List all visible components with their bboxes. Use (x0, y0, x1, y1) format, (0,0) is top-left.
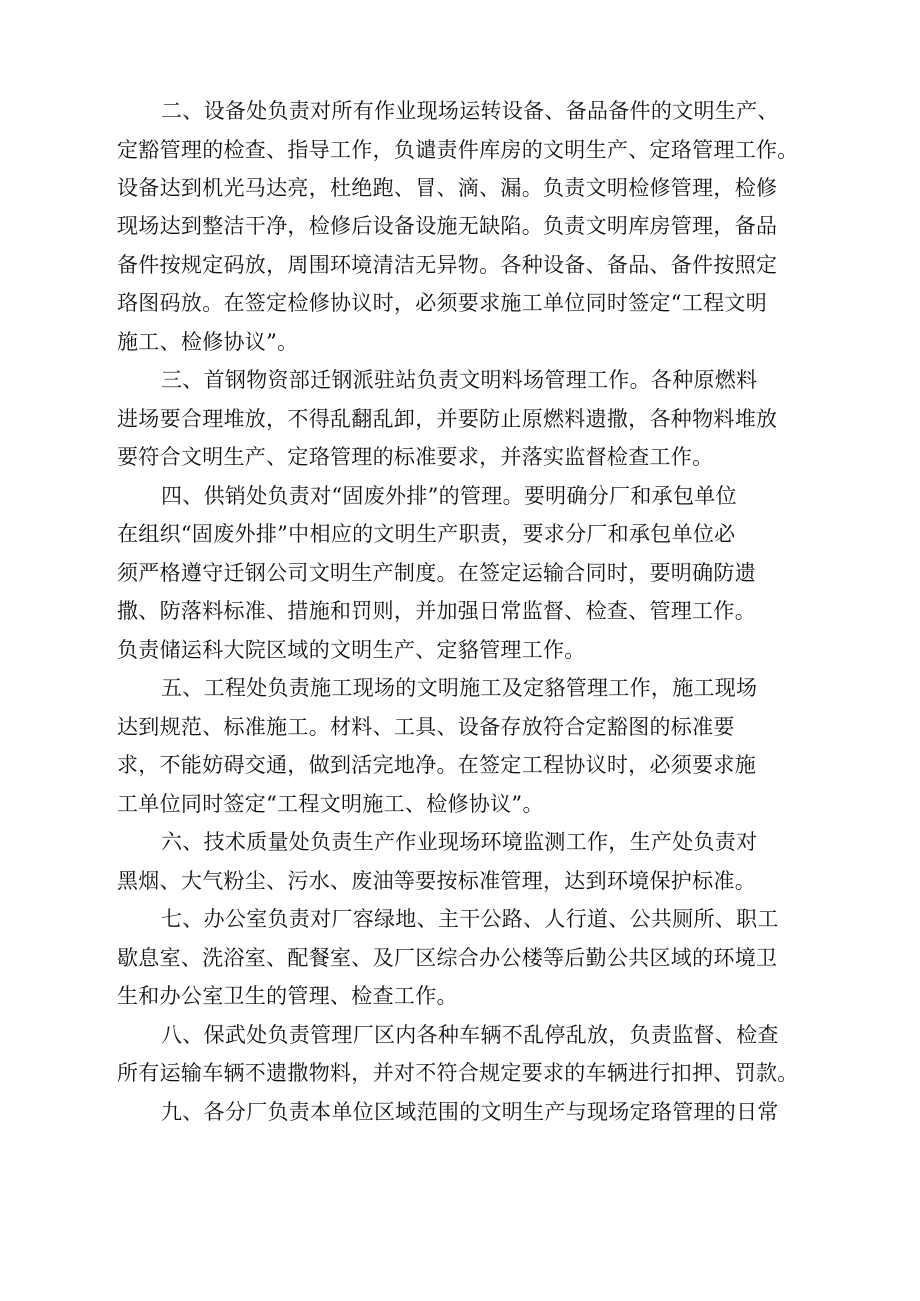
text-line: 四、供销处负责对“固废外排”的管理。要明确分厂和承包单位 (161, 484, 737, 508)
text-line: 现场达到整洁干净，检修后设备设施无缺陷。负责文明库房管理，备品 (117, 214, 778, 238)
text-line: 七、办公室负责对厂容绿地、主干公路、人行道、公共厕所、职工 (161, 907, 779, 931)
text-line: 定豁管理的检查、指导工作，负谴责件库房的文明生产、定珞管理工作。 (117, 138, 799, 162)
text-line: 五、工程处负责施工现场的文明施工及定貉管理工作，施工现场 (161, 676, 758, 700)
text-line: 二、设备处负责对所有作业现场运转设备、备品备件的文明生产、 (161, 99, 779, 123)
text-line: 六、技术质量处负责生产作业现场环境监测工作，生产处负责对 (161, 830, 758, 854)
text-line: 须严格遵守迁钢公司文明生产制度。在签定运输合同时，要明确防遗 (117, 561, 756, 585)
text-line: 达到规范、标准施工。材料、工具、设备存放符合定豁图的标准要 (117, 715, 735, 739)
text-line: 施工、检修协议”。 (117, 330, 299, 354)
text-line: 黑烟、大气粉尘、污水、废油等要按标准管理，达到环境保护标准。 (117, 869, 756, 893)
text-line: 要符合文明生产、定珞管理的标准要求，并落实监督检查工作。 (117, 445, 714, 469)
text-line: 设备达到机光马达亮，杜绝跑、冒、滴、漏。负责文明检修管理，检修 (117, 176, 778, 200)
text-line: 求，不能妨碍交通，做到活完地净。在签定工程协议时，必须要求施 (117, 753, 756, 777)
text-line: 歇息室、洗浴室、配餐室、及厂区综合办公楼等后勤公共区域的环境卫 (117, 946, 778, 970)
text-line: 生和办公室卫生的管理、检查工作。 (117, 984, 458, 1008)
text-line: 所有运输车辆不遗撒物料，并对不符合规定要求的车辆进行扣押、罚款。 (117, 1061, 799, 1085)
text-line: 备件按规定码放，周围环境清洁无异物。各种设备、备品、备件按照定 (117, 253, 778, 277)
text-line: 在组织“固废外排”中相应的文明生产职责，要求分厂和承包单位必 (117, 522, 736, 546)
text-line: 八、保武处负责管理厂区内各种车辆不乱停乱放，负责监督、检查 (161, 1023, 779, 1047)
text-line: 进场要合理堆放，不得乱翻乱卸，并要防止原燃料遗撒，各种物料堆放 (117, 407, 778, 431)
text-line: 负责储运科大院区域的文明生产、定貉管理工作。 (117, 638, 586, 662)
text-line: 珞图码放。在签定检修协议时，必须要求施工单位同时签定“工程文明 (117, 291, 768, 315)
text-line: 撒、防落料标准、措施和罚则，并加强日常监督、检查、管理工作。 (117, 599, 756, 623)
text-line: 九、各分厂负责本单位区域范围的文明生产与现场定珞管理的日常 (161, 1100, 779, 1124)
text-line: 工单位同时签定“工程文明施工、检修协议”。 (117, 792, 544, 816)
text-line: 三、首钢物资部迁钢派驻站负责文明料场管理工作。各种原燃料 (161, 368, 758, 392)
